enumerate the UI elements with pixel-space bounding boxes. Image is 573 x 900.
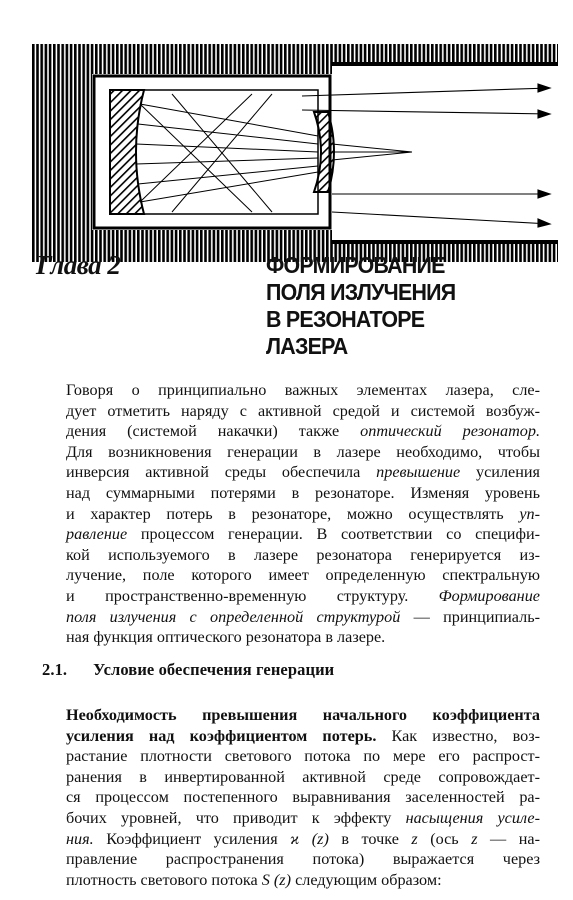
section-number: 2.1. [42,660,68,679]
text-line: плотность светового потока S (z) следующим образом: [66,870,442,889]
text-line: ся процессом постепенного выравнивания заселенностей ра- [66,788,540,807]
chapter-title-line: ЛАЗЕРА [266,333,348,359]
text-line: правление распространения потока) выражается через [66,850,540,869]
section-title: Условие обеспечения генерации [93,660,335,679]
chapter-label: Глава 2 [36,250,121,280]
italic-emphasis: ϰ (z) [290,829,329,848]
italic-emphasis: равление [66,525,128,544]
text-line: поля излучения с определенной структурой — принципиаль- [66,607,540,626]
italic-emphasis: оптический резонатор. [360,422,540,441]
text-line: инверсия активной среды обеспечила превышение усиления [66,463,540,482]
italic-emphasis: ния. [66,829,94,848]
italic-emphasis: превышение [376,463,461,482]
text-line: Для возникновения генерации в лазере необходимо, чтобы [66,442,540,461]
chapter-title [266,252,536,360]
text-line: кой используемого в лазере резонатора генерируется из- [66,545,540,564]
chapter-title-line: В РЕЗОНАТОРЕ [266,306,425,332]
text-line: растание плотности светового потока по мере его распрост- [66,747,540,766]
chapter-title-line: ПОЛЯ ИЗЛУЧЕНИЯ [266,279,456,305]
text-line: усиления над коэффициентом потерь. Как известно, воз- [66,726,540,745]
text-line: и пространственно-временную структуру. Формирование [66,586,540,605]
text-line: дения (системой накачки) также оптический резонатор. [66,422,540,441]
text-line: Говоря о принципиально важных элементах лазера, сле- [66,381,540,399]
intro-paragraph [66,380,540,648]
italic-emphasis: насыщения усиле- [405,808,540,827]
italic-emphasis: z [411,829,418,848]
bold-emphasis: усиления над коэффициентом потерь. [66,726,377,745]
bold-emphasis: Необходимость превышения начального коэффициента [66,706,540,724]
section-heading [42,660,334,680]
italic-emphasis: Формирование [438,586,540,605]
text-line: дует отметить наряду с активной средой и системой возбуж- [66,401,540,420]
text-line: ния. Коэффициент усиления ϰ (z) в точке z (ось z — на- [66,829,540,848]
italic-emphasis: S (z) [261,870,292,889]
resonator-illustration [32,44,558,262]
text-line [66,705,540,726]
text-line: лучение, поле которого имеет определенную спектральную [66,566,540,585]
chapter-title-line: ФОРМИРОВАНИЕ [266,252,445,278]
text-line: и характер потерь в резонаторе, можно осуществлять уп- [66,504,540,523]
italic-emphasis: z [471,829,478,848]
text-line: ранения в инвертированной активной среде сопровождает- [66,767,540,786]
text-line: над суммарными потерями в резонаторе. Изменяя уровень [66,483,540,502]
section-paragraph [66,705,540,890]
italic-emphasis: уп- [519,504,540,523]
text-line: ная функция оптического резонатора в лазере. [66,628,386,647]
text-line: равление процессом генерации. В соответствии со специфи- [66,525,540,544]
italic-emphasis: поля излучения с определенной структурой [66,607,401,626]
text-line: бочих уровней, что приводит к эффекту насыщения усиле- [66,808,540,827]
